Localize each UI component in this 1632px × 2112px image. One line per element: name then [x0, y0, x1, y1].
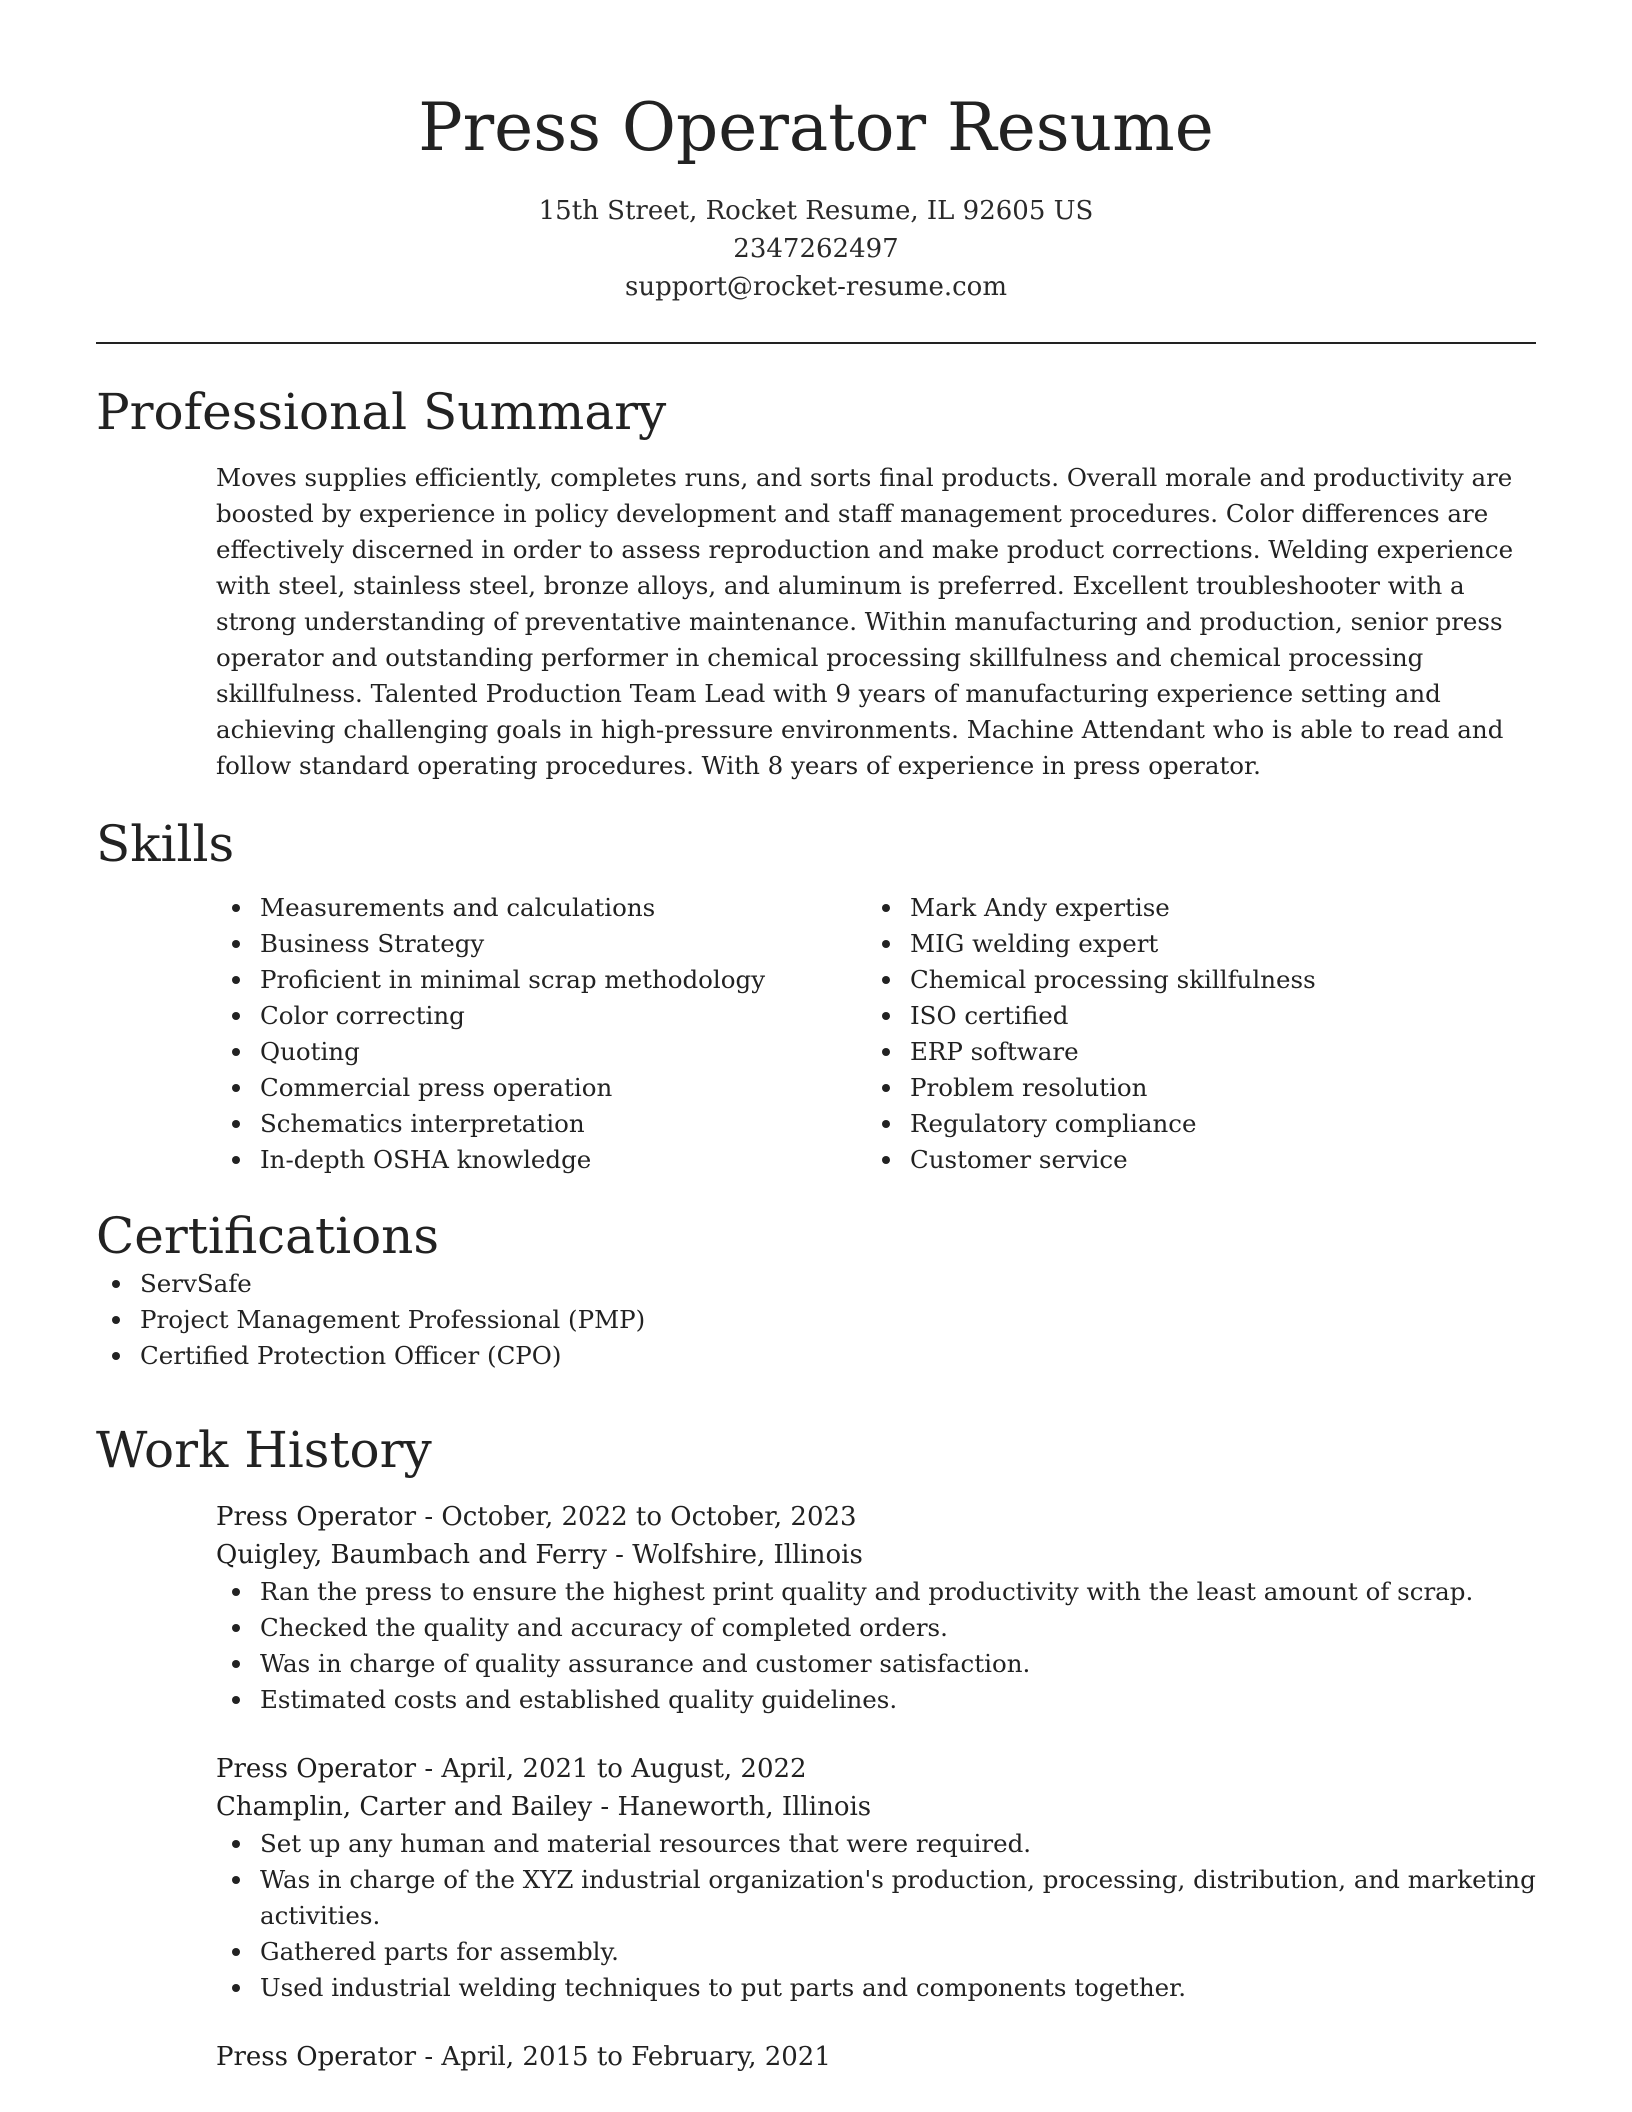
- list-item: Color correcting: [216, 998, 866, 1034]
- work-history-section: [96, 1420, 1536, 2076]
- resume-header: [0, 0, 1632, 306]
- job-location: - Wolfshire, Illinois: [606, 1540, 863, 1570]
- list-item: Project Management Professional (PMP): [96, 1302, 1536, 1338]
- list-item: Mark Andy expertise: [866, 890, 1516, 926]
- list-item: Estimated costs and established quality guidelines.: [216, 1682, 1536, 1718]
- list-item: Checked the quality and accuracy of completed orders.: [216, 1610, 1536, 1646]
- list-item: ServSafe: [96, 1266, 1536, 1302]
- email-text: support@rocket-resume.com: [624, 272, 1007, 302]
- list-item: Regulatory compliance: [866, 1106, 1516, 1142]
- skills-section: [96, 814, 1536, 1178]
- list-item: ERP software: [866, 1034, 1516, 1070]
- list-item: Customer service: [866, 1142, 1516, 1178]
- list-item: ISO certified: [866, 998, 1516, 1034]
- job-title-line: [216, 2038, 1536, 2076]
- job-title-line: [216, 1498, 1536, 1536]
- job-role: Press Operator: [216, 1754, 417, 1784]
- list-item: Quoting: [216, 1034, 866, 1070]
- header-divider: [96, 342, 1536, 344]
- page-title: Press Operator Resume: [418, 89, 1214, 166]
- certifications-section: [96, 1206, 1536, 1374]
- job-entry: [216, 1498, 1536, 1718]
- list-item: Was in charge of quality assurance and customer satisfaction.: [216, 1646, 1536, 1682]
- list-item: Certified Protection Officer (CPO): [96, 1338, 1536, 1374]
- list-item: Measurements and calculations: [216, 890, 866, 926]
- certifications-list: [96, 1266, 1536, 1374]
- list-item: Proficient in minimal scrap methodology: [216, 962, 866, 998]
- skills-grid: [216, 890, 1536, 1178]
- skills-list-right: [866, 890, 1516, 1178]
- job-duties-list: [96, 1574, 1536, 1718]
- list-item: In-depth OSHA knowledge: [216, 1142, 866, 1178]
- list-item: Used industrial welding techniques to put parts and components together.: [216, 1970, 1536, 2006]
- list-item: Was in charge of the XYZ industrial organization's production, processing, distribution, and marketing activities.: [216, 1862, 1536, 1934]
- contact-block: [0, 192, 1632, 306]
- job-company: Champlin, Carter and Bailey: [216, 1792, 593, 1822]
- list-item: MIG welding expert: [866, 926, 1516, 962]
- job-dates: - April, 2015 to February, 2021: [416, 2042, 831, 2072]
- job-dates: - October, 2022 to October, 2023: [416, 1502, 857, 1532]
- job-company-line: [216, 1788, 1536, 1826]
- job-role: Press Operator: [216, 1502, 417, 1532]
- skills-heading: Skills: [96, 815, 235, 873]
- job-entry: [216, 2038, 1536, 2076]
- phone-text: 2347262497: [733, 234, 899, 264]
- job-entry: [216, 1750, 1536, 2006]
- work-history-heading: Work History: [96, 1421, 432, 1479]
- job-role: Press Operator: [216, 2042, 417, 2072]
- list-item: Gathered parts for assembly.: [216, 1934, 1536, 1970]
- list-item: Chemical processing skillfulness: [866, 962, 1516, 998]
- certifications-heading: Certifications: [96, 1207, 440, 1265]
- list-item: Ran the press to ensure the highest print quality and productivity with the least amount of scrap.: [216, 1574, 1536, 1610]
- job-title-line: [216, 1750, 1536, 1788]
- skills-list-left: [216, 890, 866, 1178]
- list-item: Problem resolution: [866, 1070, 1516, 1106]
- job-company-line: [216, 1536, 1536, 1574]
- summary-text: Moves supplies efficiently, completes runs, and sorts final products. Overall morale and productivity are boosted by experience in policy development and staff management procedures. Color differences are effectively discerned in order to assess reproduction and make product corrections. Welding experience with steel, stainless steel, bronze alloys, and aluminum is preferred. Excellent troubleshooter with a strong understanding of preventative maintenance. Within manufacturing and production, senior press operator and outstanding performer in chemical processing skillfulness and chemical processing skillfulness. Talented Production Team Lead with 9 years of manufacturing experience setting and achieving challenging goals in high-pressure environments. Machine Attendant who is able to read and follow standard operating procedures. With 8 years of experience in press operator.: [216, 463, 1514, 780]
- list-item: Schematics interpretation: [216, 1106, 866, 1142]
- job-company: Quigley, Baumbach and Ferry: [216, 1540, 607, 1570]
- list-item: Set up any human and material resources that were required.: [216, 1826, 1536, 1862]
- job-dates: - April, 2021 to August, 2022: [416, 1754, 807, 1784]
- summary-section: [96, 382, 1536, 784]
- job-duties-list: [96, 1826, 1536, 2006]
- list-item: Commercial press operation: [216, 1070, 866, 1106]
- list-item: Business Strategy: [216, 926, 866, 962]
- summary-heading: Professional Summary: [96, 383, 667, 441]
- job-location: - Haneworth, Illinois: [592, 1792, 872, 1822]
- address-text: 15th Street, Rocket Resume, IL 92605 US: [538, 196, 1094, 226]
